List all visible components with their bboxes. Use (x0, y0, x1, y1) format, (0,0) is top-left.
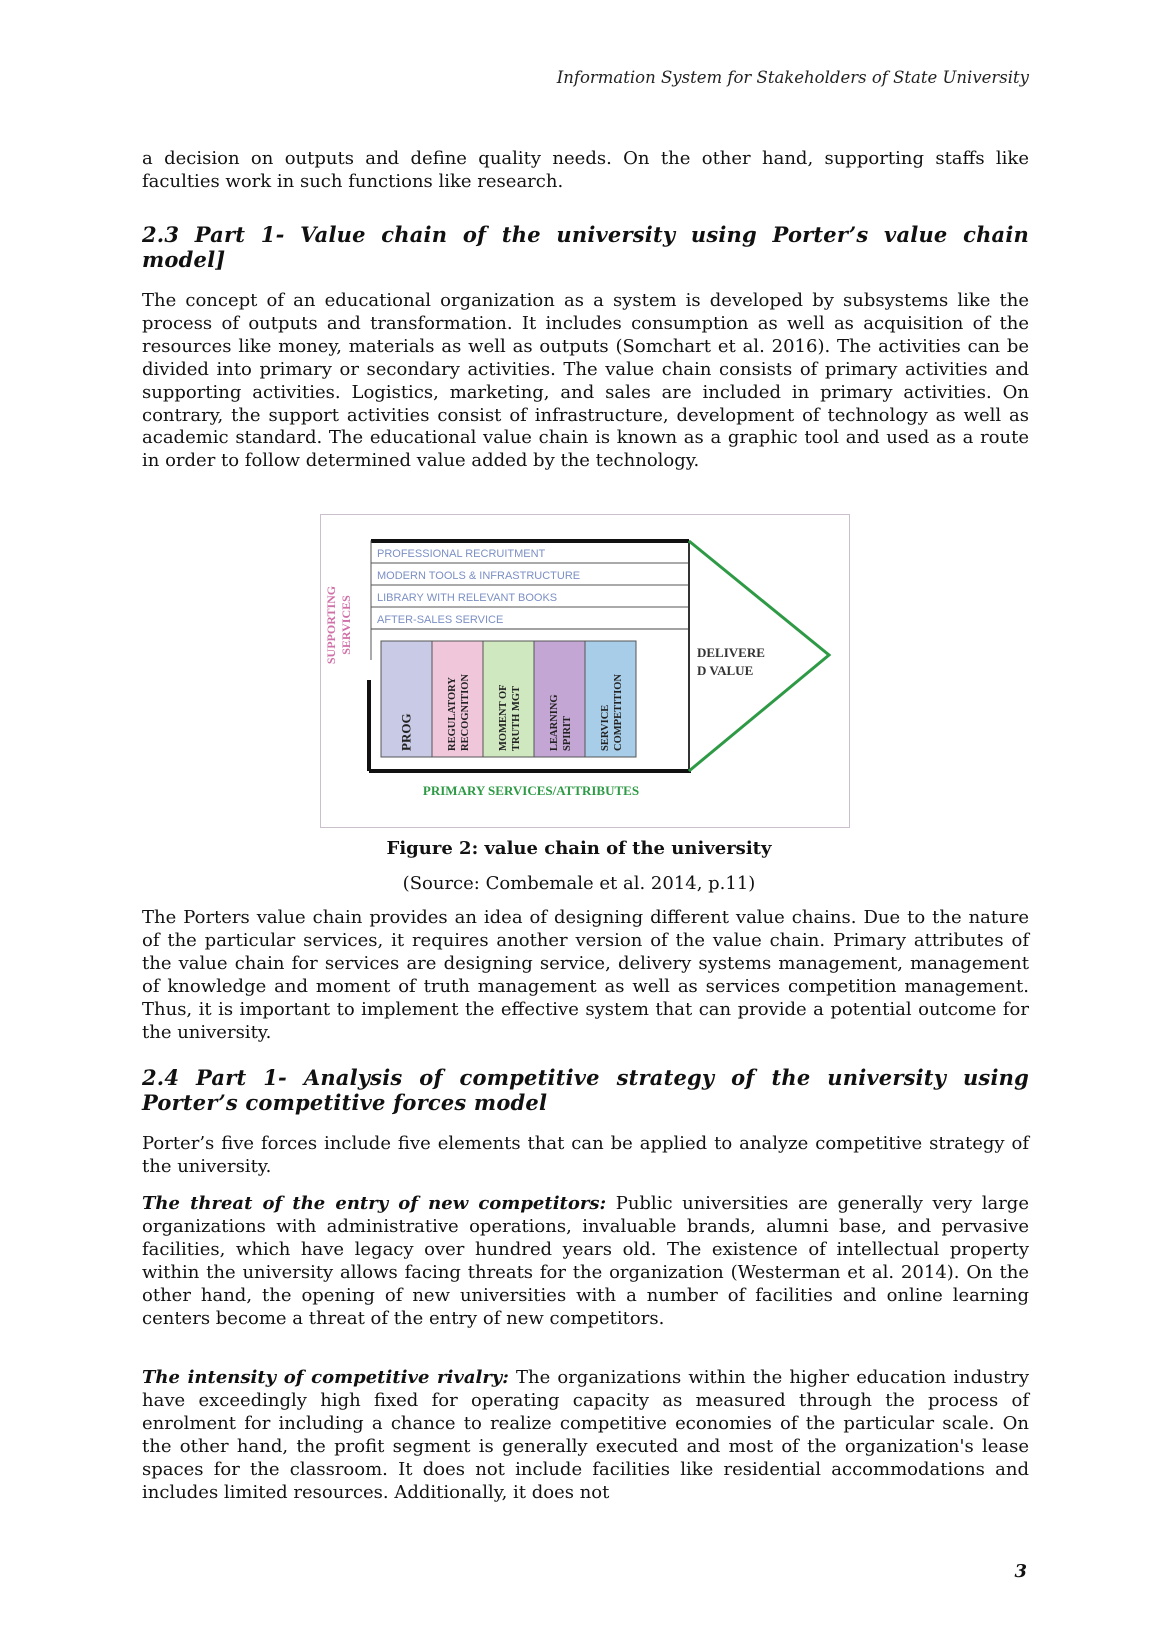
support-row-after-sales: AFTER-SALES SERVICE (377, 614, 504, 626)
intro-text: a decision on outputs and define quality needs. On the other hand, supporting staffs like faculties work in such functions like research. (142, 148, 1029, 192)
supporting-label-line2: SERVICES (339, 595, 353, 655)
rivalry-body: The organizations within the higher education industry have exceedingly high fixed for operating capacity as measured through the process of enrolment for including a chance to realize competitive economies of the particular scale. On the other hand, the profit segment is generally executed and most of the organization's lease spaces for the classroom. It does not include facilities like residential accommodations and includes limited resources. Additionally, it does not (142, 1367, 1029, 1503)
primary-columns (381, 641, 636, 757)
threat-text (142, 1193, 1029, 1330)
section-2-3-heading: 2.3 Part 1- Value chain of the university using Porter’s value chain model] (142, 222, 1029, 272)
primary-column-label: TRUTH MGT (511, 685, 522, 751)
after-figure-text: The Porters value chain provides an idea of designing different value chains. Due to the nature of the particular services, it requires another version of the value chain. Primary attributes of the value chain for services are designing service, delivery systems management, management of knowledge and moment of truth management as well as services competition management. Thus, it is important to implement the effective system that can provide a potential outcome for the university. (142, 907, 1029, 1043)
support-row-tools: MODERN TOOLS & INFRASTRUCTURE (377, 570, 581, 582)
primary-services-label: PRIMARY SERVICES/ATTRIBUTES (422, 783, 640, 798)
primary-column-label: RECOGNITION (460, 673, 471, 751)
threat-body: Public universities are generally very large organizations with administrative operations, invaluable brands, alumni base, and pervasive facilities, which have legacy over hundred years old. The existence of intellectual property within the university allows facing threats for the organization (Westerman et al. 2014). On the other hand, the opening of new universities with a number of facilities and online learning centers become a threat of the entry of new competitors. (142, 1193, 1029, 1329)
figure-source: (Source: Combemale et al. 2014, p.11) (402, 873, 756, 894)
support-row-library: LIBRARY WITH RELEVANT BOOKS (377, 592, 558, 604)
delivered-value-line2: D VALUE (697, 663, 754, 678)
after-figure-paragraph (142, 907, 1029, 1044)
section-2-3-text: The concept of an educational organization as a system is developed by subsystems like the process of outputs and transformation. It includes consumption as well as acquisition of the resources like money, materials as well as outputs (Somchart et al. 2016). The activities can be divided into primary or secondary activities. The value chain consists of primary activities and supporting activities. Logistics, marketing, and sales are included in primary activities. On contrary, the support activities consist of infrastructure, development of technology as well as academic standard. The educational value chain is known as a graphic tool and used as a route in order to follow determined value added by the technology. (142, 290, 1029, 472)
delivered-value-line1: DELIVERE (697, 645, 765, 660)
running-header: Information System for Stakeholders of State University (556, 68, 1029, 87)
page-number: 3 (1014, 1561, 1027, 1582)
section-2-4-intro-text: Porter’s five forces include five elements that can be applied to analyze competitive strategy of the university. (142, 1133, 1029, 1177)
section-2-4-heading: 2.4 Part 1- Analysis of competitive strategy of the university using Porter’s competitive forces model (142, 1065, 1029, 1115)
value-chain-diagram (321, 515, 849, 827)
primary-column-label: REGULATORY (447, 677, 458, 751)
primary-column-label: COMPETITION (613, 673, 624, 751)
rivalry-paragraph (142, 1367, 1029, 1504)
rivalry-text (142, 1367, 1029, 1504)
rivalry-lead: The intensity of competitive rivalry: (142, 1367, 509, 1388)
primary-column-label: MOMENT OF (498, 684, 509, 751)
supporting-label-line1: SUPPORTING (324, 585, 338, 665)
primary-column-label: SERVICE (600, 704, 611, 751)
intro-paragraph (142, 148, 1029, 194)
section-2-3-paragraph (142, 290, 1029, 473)
value-chain-figure (320, 514, 850, 828)
section-2-4-intro (142, 1133, 1029, 1179)
figure-caption: Figure 2: value chain of the university (386, 838, 772, 859)
threat-paragraph (142, 1193, 1029, 1330)
threat-lead: The threat of the entry of new competitors: (142, 1193, 607, 1214)
primary-column-label: PROG (398, 713, 414, 751)
primary-column-label: SPIRIT (562, 715, 573, 751)
primary-column-label: LEARNING (549, 694, 560, 751)
support-row-recruitment: PROFESSIONAL RECRUITMENT (377, 548, 546, 560)
